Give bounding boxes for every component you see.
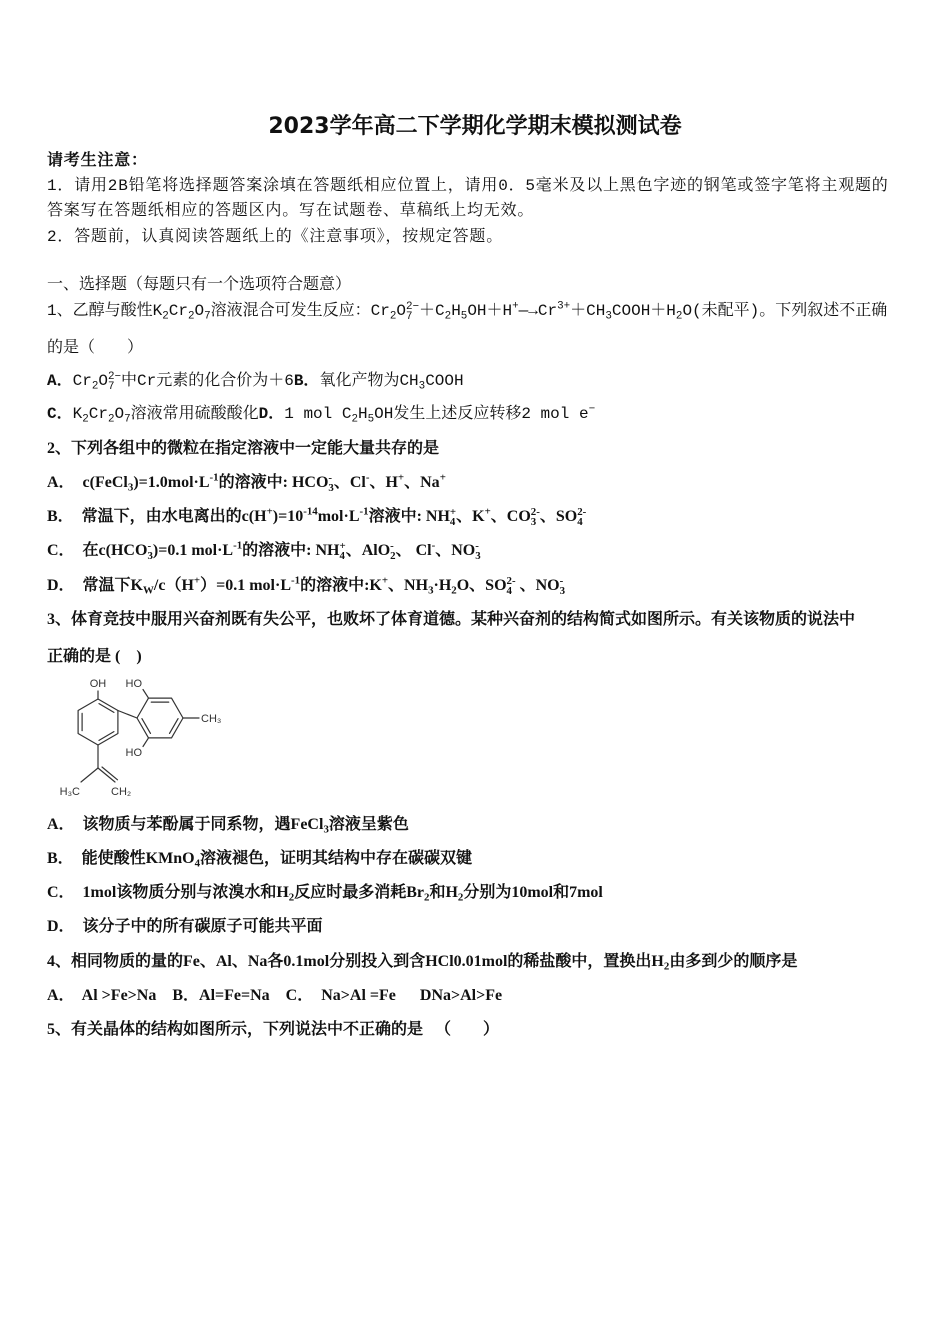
ion-charge-stack (108, 372, 121, 393)
hydroxyl-label: HO (125, 678, 142, 690)
text-run: B． 常温下，由水电离出的c(H (47, 508, 267, 525)
subscript: 2 (82, 413, 89, 426)
subscript: 2 (162, 310, 169, 323)
text-run: 、NH (388, 577, 429, 594)
text-run: A． 该物质与苯酚属于同系物，遇FeCl (47, 816, 324, 833)
text-run: )=1.0mol·L (133, 474, 210, 491)
option-label: A． (47, 372, 73, 390)
text-run: mol·L (317, 508, 360, 525)
superscript: + (449, 506, 457, 519)
question-1-stem-line-1 (47, 300, 887, 322)
subscript: 3 (530, 516, 537, 529)
question-4-stem (47, 951, 797, 973)
option-label: D． (258, 405, 285, 423)
notice-line-1: 1．请用2B铅笔将选择题答案涂填在答题纸相应位置上，请用0．5毫米及以上黑色字迹的钢笔或签字笔将主观题的 (47, 177, 889, 195)
subscript: 4 (506, 585, 512, 598)
subscript: 7 (124, 413, 131, 426)
text-run: 的溶液中: NH (242, 542, 340, 559)
text-run: 的溶液中: HCO (218, 474, 329, 491)
subscript: 2 (389, 310, 397, 323)
text-run: O、SO (456, 577, 507, 594)
text-run: —→Cr (518, 302, 558, 320)
right-ring-double-bond (170, 719, 179, 734)
subscript: 5 (460, 310, 468, 323)
subscript: 3 (559, 585, 566, 598)
question-2-option-c (47, 540, 481, 562)
subscript: 2 (107, 413, 115, 426)
subscript: 3 (127, 481, 134, 494)
notice-line-3: 2．答题前，认真阅读答题纸上的《注意事项》，按规定答题。 (47, 228, 504, 246)
text-run: K (72, 405, 83, 423)
biaryl-bond (118, 711, 137, 719)
text-run: 反应时最多消耗Br (294, 884, 424, 901)
superscript: - (475, 540, 479, 553)
superscript: + (381, 574, 389, 587)
question-1-options-c-d (47, 403, 595, 425)
text-run: A． c(FeCl (47, 474, 128, 491)
text-run: B． 能使酸性KMnO (47, 850, 195, 867)
question-2-stem (47, 438, 439, 460)
text-run: 4、相同物质的量的Fe、Al、Na各0.1mol分别投入到含HCl0.01mol的稀盐酸中，置换出H (47, 953, 664, 970)
hydroxyl-bond (143, 738, 149, 747)
text-run: 分别为10mol和7mol (463, 884, 603, 901)
superscript: + (339, 540, 346, 553)
subscript: 2 (288, 891, 295, 904)
superscript: 2- (577, 506, 587, 519)
question-4-options (47, 985, 502, 1007)
question-5-stem (47, 1019, 499, 1041)
left-ring-double-bond (99, 732, 114, 741)
question-3-stem-line-2 (47, 646, 142, 668)
question-3-structure-figure (45, 670, 230, 805)
text-run: 和H (429, 884, 458, 901)
text-run: O (396, 302, 406, 320)
subscript: 3 (323, 823, 329, 836)
alkene-methyl-bond (81, 768, 98, 782)
text-run: 、 Cl (395, 542, 432, 559)
text-run: 、NO (515, 577, 560, 594)
text-run: 、SO (539, 508, 578, 525)
text-run: OH＋H (467, 302, 513, 320)
superscript: + (397, 471, 405, 484)
text-run: 溶液褪色，证明其结构中存在碳碳双键 (200, 850, 473, 867)
superscript: + (439, 471, 446, 484)
option-label: C． (47, 405, 73, 423)
exam-title: 2023学年高二下学期化学期末模拟测试卷 (268, 114, 682, 139)
text-run: 、NO (435, 542, 476, 559)
text-run: D． 常温下K (47, 577, 144, 594)
text-run: 溶液混合可发生反应：Cr (210, 302, 390, 320)
text-run: 1 mol C (284, 405, 352, 423)
superscript: - (365, 471, 370, 484)
subscript: 2 (444, 310, 452, 323)
subscript: 2 (451, 584, 457, 597)
text-run: C． 在c(HCO (47, 542, 148, 559)
text-run: 、H (369, 474, 398, 491)
subscript: W (143, 584, 154, 597)
text-run: 2、下列各组中的微粒在指定溶液中一定能大量共存的是 (47, 440, 440, 457)
superscript: -1 (359, 505, 369, 518)
subscript: 2 (675, 310, 683, 323)
superscript: 2- (530, 506, 540, 519)
question-3-option-d (47, 916, 323, 938)
text-run: Cr (72, 372, 92, 390)
superscript: - (431, 539, 436, 552)
subscript: 3 (328, 482, 334, 495)
hydroxyl-bond (143, 690, 149, 699)
text-run: H (451, 302, 461, 320)
text-run: ）=0.1 mol·L (200, 577, 291, 594)
text-run: O (194, 302, 205, 320)
right-benzene-ring (137, 698, 183, 738)
text-run: ·H (433, 577, 452, 594)
question-3-option-b (47, 848, 472, 870)
superscript: + (512, 300, 519, 313)
superscript: − (588, 403, 596, 416)
ion-charge-stack (560, 576, 565, 597)
question-3-option-c (47, 882, 603, 904)
text-run: 1、乙醇与酸性K (47, 302, 163, 320)
subscript: 2 (187, 310, 195, 323)
question-1-options-a-b (47, 370, 464, 392)
question-3-stem-line-1 (47, 609, 855, 631)
subscript: 2 (424, 891, 430, 904)
question-2-option-d (47, 575, 565, 597)
text-run: 溶液常用硫酸酸化 (130, 405, 259, 423)
text-run: O(未配平)。下列叙述不正确 (682, 302, 888, 320)
text-run: 溶液中: NH (368, 508, 450, 525)
left-ring-double-bond (99, 704, 114, 713)
notice-heading: 请考生注意： (47, 152, 148, 170)
subscript: 2 (457, 891, 464, 904)
text-run: A． Al >Fe>Na B．Al=Fe=Na C． Na>Al =Fe DNa>Al>Fe (47, 987, 503, 1004)
subscript: 3 (475, 550, 481, 563)
superscript: - (559, 575, 564, 588)
text-run: Cr (88, 405, 108, 423)
subscript: 2 (663, 960, 670, 973)
text-run: 、Na (404, 474, 440, 491)
superscript: - (147, 540, 152, 553)
text-run: 由多到少的顺序是 (669, 953, 798, 970)
text-run: Cr (168, 302, 188, 320)
ion-charge-stack (531, 507, 540, 528)
subscript: 4 (194, 857, 201, 870)
question-1-stem-line-2 (47, 337, 143, 359)
methyl-label: H₃C (59, 786, 80, 798)
ion-charge-stack (475, 541, 480, 562)
text-run: ＋CH (570, 302, 606, 320)
text-run: COOH (425, 372, 464, 390)
subscript: 2 (91, 380, 99, 393)
text-run: 3、体育竞技中服用兴奋剂既有失公平，也败坏了体育道德。某种兴奋剂的结构简式如图所示。有关该物质的说法中 (47, 611, 856, 628)
text-run: 的溶液中:K (300, 577, 382, 594)
text-run: 5、有关晶体的结构如图所示，下列说法中不正确的是 （ ） (47, 1021, 500, 1038)
text-run: O (98, 372, 108, 390)
text-run: OH发生上述反应转移2 mol e (374, 405, 589, 423)
superscript: -1 (291, 574, 301, 587)
question-3-option-a (47, 814, 409, 836)
subscript: 7 (204, 310, 211, 323)
subscript: 3 (147, 550, 153, 563)
text-run: /c（H (153, 577, 194, 594)
text-run: 、K (456, 508, 485, 525)
text-run: 的是（ ） (47, 339, 144, 357)
text-run: 中Cr元素的化合价为＋6 (121, 372, 294, 390)
left-benzene-ring (78, 699, 118, 745)
text-run: 、CO (490, 508, 531, 525)
hydroxyl-label: OH (89, 678, 107, 690)
text-run: COOH＋H (611, 302, 676, 320)
text-run: H (358, 405, 368, 423)
text-run: 正确的是 ( ) (47, 648, 142, 665)
ion-charge-stack (507, 576, 516, 597)
subscript: 3 (418, 380, 426, 393)
subscript: 7 (107, 381, 115, 394)
subscript: 3 (428, 584, 434, 597)
superscript: - (390, 540, 394, 553)
superscript: + (266, 505, 273, 518)
superscript: 3+ (557, 300, 571, 313)
superscript: -1 (209, 471, 219, 484)
question-2-option-b (47, 506, 586, 528)
question-2-option-a (47, 472, 446, 494)
superscript: 2− (107, 371, 122, 384)
subscript: 3 (605, 310, 612, 323)
text-run: 、Cl (333, 474, 366, 491)
text-run: 、AlO (345, 542, 391, 559)
superscript: -14 (303, 505, 318, 518)
subscript: 4 (339, 550, 345, 563)
ion-charge-stack (577, 507, 586, 528)
text-run: D． 该分子中的所有碳原子可能共平面 (47, 918, 323, 935)
superscript: - (328, 472, 333, 485)
subscript: 2 (390, 550, 396, 563)
methyl-label: CH₃ (201, 713, 222, 725)
subscript: 7 (405, 311, 413, 324)
superscript: + (484, 505, 491, 518)
text-run: O (114, 405, 125, 423)
ion-charge-stack (406, 302, 419, 323)
text-run: 氧化产物为CH (319, 372, 419, 390)
subscript: 4 (449, 516, 456, 529)
subscript: 2 (351, 413, 358, 426)
superscript: 2- (506, 575, 516, 588)
hydroxyl-label: HO (125, 747, 142, 759)
section-heading: 一、选择题（每题只有一个选项符合题意） (47, 276, 352, 294)
text-run: ＋C (419, 302, 445, 320)
text-run: )=0.1 mol·L (152, 542, 234, 559)
superscript: -1 (233, 539, 243, 552)
text-run: )=10 (272, 508, 304, 525)
methylene-label: CH₂ (111, 786, 132, 798)
superscript: + (193, 574, 201, 587)
subscript: 4 (577, 516, 583, 529)
text-run: C． 1mol该物质分别与浓溴水和H (47, 884, 289, 901)
notice-line-2: 答案写在答题纸相应的答题区内。写在试题卷、草稿纸上均无效。 (47, 202, 535, 220)
superscript: 2− (405, 301, 420, 314)
text-run: 溶液呈紫色 (328, 816, 409, 833)
option-label: B． (293, 372, 320, 390)
right-ring-double-bond (142, 719, 151, 734)
subscript: 5 (367, 413, 375, 426)
